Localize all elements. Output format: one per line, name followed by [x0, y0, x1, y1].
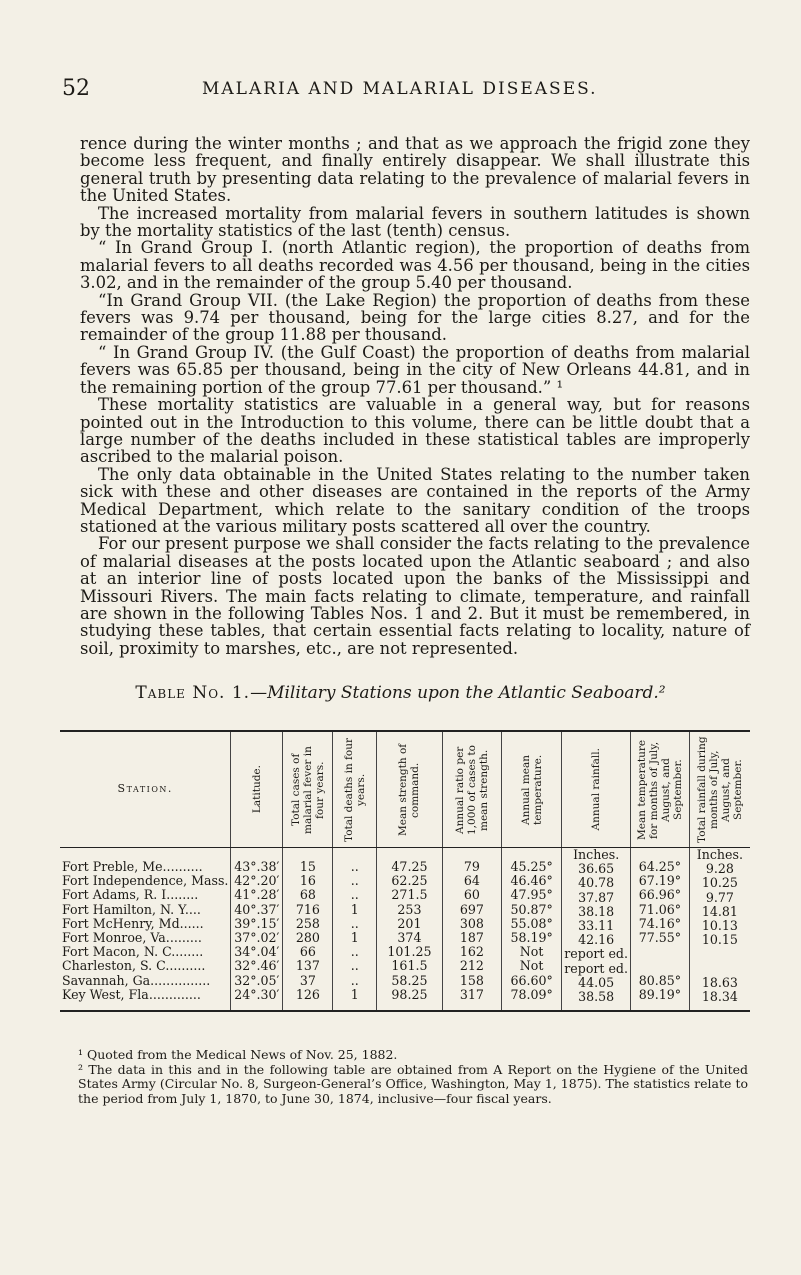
- table-cell: ..: [350, 859, 359, 874]
- table-cell: Fort Monroe, Va.........: [62, 929, 202, 945]
- table-cell: 55.08°: [510, 915, 553, 931]
- table-cell: Fort McHenry, Md......: [62, 915, 204, 931]
- table-cell: 18.63: [701, 974, 738, 990]
- table-cell: 24°.30′: [234, 986, 280, 1002]
- table-cell: 126: [295, 986, 320, 1002]
- table-cell: 37.87: [578, 889, 615, 905]
- table-cell: Fort Preble, Me..........: [62, 859, 203, 874]
- table-cell: 1: [350, 986, 359, 1002]
- col-header-total-cases: Total cases of malarial fever in four years.: [283, 731, 333, 848]
- table-cell: Fort Macon, N. C........: [62, 944, 204, 960]
- table-cell: 101.25: [387, 944, 432, 960]
- table-cell: 317: [459, 986, 484, 1002]
- col-header-annual-mean-temp: Annual mean temperature.: [501, 731, 561, 848]
- table-caption: [0, 683, 801, 703]
- table-cell: 9.28: [705, 861, 734, 877]
- table-cell: 64: [463, 873, 480, 889]
- col-header-annual-ratio: Annual ratio per 1,000 of cases to mean strength.: [442, 731, 501, 848]
- footnotes: [78, 1048, 748, 1106]
- paragraph: rence during the winter months ; and that as we approach the frigid zone they become less frequent, and finally entirely disappear. We shall illustrate this general truth by presenting data relating to the prevalence of malarial fevers in the United States.: [80, 134, 750, 206]
- table-cell: 74.16°: [638, 915, 682, 931]
- table-cell: 80.85°: [638, 972, 682, 988]
- table-cell: 716: [295, 901, 320, 917]
- paragraph: These mortality statistics are valuable in a general way, but for reasons pointed out in the Introduction to this volume, there can be little doubt that a large number of the deaths included in these statistical tables are improperly ascribed to the malarial poison.: [80, 395, 750, 467]
- table-cell: 77.55°: [638, 929, 682, 945]
- table-cell: 66.60°: [510, 972, 553, 988]
- col-header-summer-mean-temp: Mean temperature for months of July, August, and September.: [631, 731, 690, 848]
- table-cell: 38.58: [578, 988, 615, 1004]
- col-header-annual-rainfall: Annual rainfall.: [562, 731, 631, 848]
- table-cell: 68: [299, 887, 316, 903]
- table-cell: 201: [397, 915, 422, 931]
- table-cell: 98.25: [391, 986, 428, 1002]
- table-cell: report ed.: [564, 960, 629, 976]
- stations-table: [60, 730, 750, 1012]
- table-cell: 253: [397, 901, 422, 917]
- table-cell: 1: [350, 901, 359, 917]
- unit-label: Inches.: [696, 847, 743, 862]
- footnote: ² The data in this and in the following table are obtained from A Report on the Hygiene of the United States Army (Circular No. 8, Surgeon-General’s Office, Washington, May 1, 1875). The statistics relate to the period from July 1, 1870, to June 30, 1874, inclusive—four fiscal years.: [78, 1061, 748, 1106]
- table-cell: 41°.28′: [234, 887, 280, 903]
- col-header-total-deaths: Total deaths in four years.: [333, 731, 377, 848]
- table-cell: 58.25: [391, 972, 428, 988]
- table-cell: 161.5: [391, 958, 428, 974]
- table-cell: Key West, Fla.............: [62, 986, 201, 1002]
- table-cell: 271.5: [391, 887, 428, 903]
- station-column: [60, 848, 231, 1012]
- table-cell: 212: [459, 958, 484, 974]
- paragraph: “In Grand Group VII. (the Lake Region) the proportion of deaths from these fevers was 9.74 per thousand, being for the large cities 8.27, and for the remainder of the group 11.88 per thousand.: [80, 290, 750, 345]
- table-cell: 14.81: [701, 903, 738, 919]
- table-cell: 78.09°: [510, 986, 553, 1002]
- table-cell: 46.46°: [510, 873, 553, 889]
- table-cell: 1: [350, 929, 359, 945]
- table-cell: 18.34: [701, 988, 738, 1004]
- paragraph: “ In Grand Group I. (north Atlantic region), the proportion of deaths from malarial fevers to all deaths recorded was 4.56 per thousand, being in the cities 3.02, and in the remainder of the group 5.40 per thousand.: [80, 238, 750, 293]
- table-cell: 47.25: [391, 859, 428, 874]
- table-cell: 36.65: [578, 861, 615, 877]
- latitude-column: [231, 848, 283, 1012]
- body-text: [80, 135, 750, 657]
- footnote: ¹ Quoted from the Medical News of Nov. 25, 1882.: [78, 1047, 398, 1062]
- annual-ratio-column: [442, 848, 501, 1012]
- annual-mean-temp-column: [501, 848, 561, 1012]
- table-cell: 137: [295, 958, 320, 974]
- table-cell: 162: [459, 944, 484, 960]
- table-cell: 47.95°: [510, 887, 553, 903]
- total-deaths-column: [333, 848, 377, 1012]
- table-cell: 697: [459, 901, 484, 917]
- table-cell: 43°.38′: [234, 859, 280, 874]
- table-cell: 374: [397, 929, 422, 945]
- unit-label: Inches.: [573, 847, 620, 862]
- table-cell: 34°.04′: [234, 944, 280, 960]
- table-cell: Savannah, Ga...............: [62, 972, 211, 988]
- table-cell: 45.25°: [510, 859, 553, 874]
- table-cell: 40.78: [578, 875, 615, 891]
- table-cell: report ed.: [564, 946, 629, 962]
- table-body-row: [60, 848, 750, 1012]
- table-cell: ..: [350, 972, 359, 988]
- table-cell: 10.25: [701, 875, 738, 891]
- table-cell: 9.77: [705, 889, 734, 905]
- table-cell: ..: [350, 887, 359, 903]
- table-label: Table No. 1.: [135, 683, 251, 703]
- mean-strength-column: [377, 848, 443, 1012]
- table-cell: 60: [463, 887, 480, 903]
- table-cell: 50.87°: [510, 901, 553, 917]
- table-cell: 66: [299, 944, 316, 960]
- table-cell: 89.19°: [638, 986, 682, 1002]
- page-header: [62, 76, 762, 106]
- table-cell: Not: [519, 944, 544, 960]
- table-cell: Charleston, S. C..........: [62, 958, 206, 974]
- table-header-row: [60, 731, 750, 848]
- table-cell: 280: [295, 929, 320, 945]
- table-cell: 10.15: [701, 932, 738, 948]
- table-cell: 32°.05′: [234, 972, 280, 988]
- paragraph: For our present purpose we shall consider the facts relating to the prevalence of malarial diseases at the posts located upon the Atlantic seaboard ; and also at an interior line of posts located upon the banks of the Mississippi and Missouri Rivers. The main facts relating to climate, temperature, and rainfall are shown in the following Tables Nos. 1 and 2. But it must be remembered, in studying these tables, that certain essential facts relating to locality, nature of soil, proximity to marshes, etc., are not represented.: [80, 534, 750, 658]
- table-cell: 37: [299, 972, 316, 988]
- table-cell: 66.96°: [638, 887, 682, 903]
- table-cell: Not: [519, 958, 544, 974]
- page-number: 52: [62, 76, 90, 101]
- table-cell: 38.18: [578, 903, 615, 919]
- paragraph: The only data obtainable in the United States relating to the number taken sick with these and other diseases are contained in the reports of the Army Medical Department, which relate to the sanitary condition of the troops stationed at the various military posts scattered all over the country.: [80, 464, 750, 536]
- table-cell: 258: [295, 915, 320, 931]
- paragraph: “ In Grand Group IV. (the Gulf Coast) the proportion of deaths from malarial fevers was 65.85 per thousand, being in the city of New Orleans 44.81, and in the remaining portion of the group 77.61 per thousand.” ¹: [80, 342, 750, 397]
- table-cell: [633, 945, 687, 959]
- table-cell: ..: [350, 915, 359, 931]
- table-cell: 308: [459, 915, 484, 931]
- table-cell: 16: [299, 873, 316, 889]
- summer-mean-temp-column: [631, 848, 690, 1012]
- total-cases-column: [283, 848, 333, 1012]
- table-cell: 64.25°: [638, 859, 682, 874]
- table-cell: 62.25: [391, 873, 428, 889]
- table-cell: 42°.20′: [234, 873, 280, 889]
- table-cell: Fort Independence, Mass.: [62, 873, 229, 889]
- table-cell: 79: [463, 859, 480, 874]
- running-head: MALARIA AND MALARIAL DISEASES.: [202, 79, 598, 99]
- table-cell: Fort Adams, R. I........: [62, 887, 199, 903]
- table-cell: 15: [299, 859, 316, 874]
- table-title: —Military Stations upon the Atlantic Seaboard.²: [250, 683, 666, 703]
- col-header-station: Station.: [60, 731, 231, 848]
- table-cell: Fort Hamilton, N. Y....: [62, 901, 201, 917]
- table-cell: 37°.02′: [234, 929, 280, 945]
- table-cell: 44.05: [578, 974, 615, 990]
- col-header-summer-rainfall: Total rainfall during months of July, August, and September.: [689, 731, 750, 848]
- table-cell: ..: [350, 873, 359, 889]
- annual-rainfall-column: [562, 848, 631, 1012]
- col-header-latitude: Latitude.: [231, 731, 283, 848]
- table-cell: 32°.46′: [234, 958, 280, 974]
- paragraph: The increased mortality from malarial fevers in southern latitudes is shown by the mortality statistics of the last (tenth) census.: [80, 203, 750, 241]
- table-cell: 40°.37′: [234, 901, 280, 917]
- table-cell: 71.06°: [638, 901, 682, 917]
- col-header-mean-strength: Mean strength of command.: [377, 731, 443, 848]
- table-cell: [692, 947, 748, 961]
- table-cell: 33.11: [578, 917, 615, 933]
- table-cell: 187: [459, 929, 484, 945]
- table-cell: 158: [459, 972, 484, 988]
- table-cell: 58.19°: [510, 929, 553, 945]
- table-cell: [633, 959, 687, 973]
- table-cell: 42.16: [578, 932, 615, 948]
- summer-rainfall-column: [689, 848, 750, 1012]
- table-cell: ..: [350, 958, 359, 974]
- table-cell: [692, 962, 748, 976]
- table-cell: ..: [350, 944, 359, 960]
- table-cell: 10.13: [701, 917, 738, 933]
- table-cell: 39°.15′: [234, 915, 280, 931]
- table-cell: 67.19°: [638, 873, 682, 889]
